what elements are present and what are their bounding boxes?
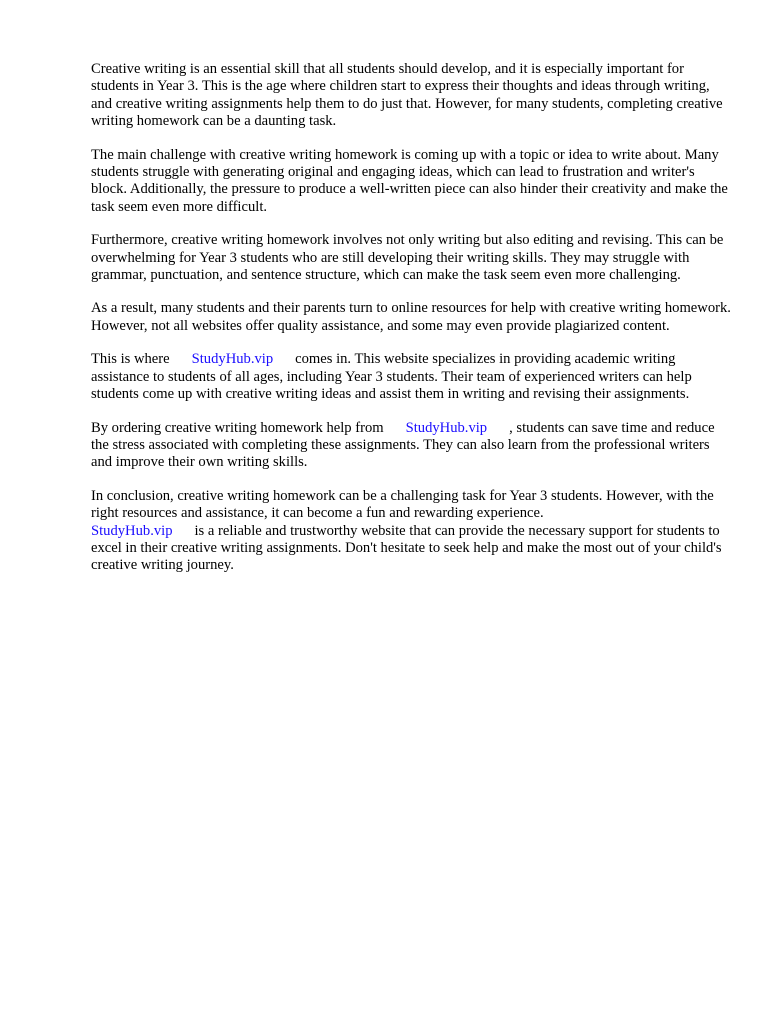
paragraph-text: By ordering creative writing homework help from bbox=[91, 419, 384, 436]
paragraph-challenge: The main challenge with creative writing homework is coming up with a topic or idea to write about. Many students struggle with generating original and engaging ideas, which can lead to frustration and writer's block. Additionally, the pressure to produce a well-written piece can also hinder their creativity and make the task seem even more difficult. bbox=[91, 146, 728, 215]
studyhub-link[interactable]: StudyHub.vip bbox=[191, 351, 274, 368]
paragraph-text: comes in. This website specializes in providing academic writing assistance to students of all ages, including Year 3 students. Their team of experienced writers can help students come up with creative writing ideas and assist them in writing and revising their assignments. bbox=[91, 351, 692, 403]
studyhub-link[interactable]: StudyHub.vip bbox=[405, 419, 488, 436]
paragraph-studyhub-intro bbox=[91, 351, 731, 403]
paragraph-text: In conclusion, creative writing homework can be a challenging task for Year 3 students. However, with the right resources and assistance, it can become a fun and rewarding experience. bbox=[91, 487, 714, 522]
document-body bbox=[91, 61, 731, 591]
paragraph-text: , students can save time and reduce the stress associated with completing these assignments. They can also learn from the professional writers and improve their own writing skills. bbox=[91, 419, 715, 471]
paragraph-ordering bbox=[91, 420, 731, 472]
paragraph-editing: Furthermore, creative writing homework involves not only writing but also editing and revising. This can be overwhelming for Year 3 students who are still developing their writing skills. They may struggle with grammar, punctuation, and sentence structure, which can make the task seem even more challenging. bbox=[91, 232, 724, 284]
paragraph-conclusion bbox=[91, 488, 731, 575]
studyhub-link[interactable]: StudyHub.vip bbox=[91, 522, 173, 539]
paragraph-text: is a reliable and trustworthy website that can provide the necessary support for students to excel in their creative writing assignments. Don't hesitate to seek help and make the most out of your child's creative writing journey. bbox=[91, 522, 722, 574]
paragraph-intro: Creative writing is an essential skill that all students should develop, and it is especially important for students in Year 3. This is the age where children start to express their thoughts and ideas through writing, and creative writing assignments help them to do just that. However, for many students, completing creative writing homework can be a daunting task. bbox=[91, 61, 723, 130]
paragraph-online-resources: As a result, many students and their parents turn to online resources for help with creative writing homework. However, not all websites offer quality assistance, and some may even provide plagiarized content. bbox=[91, 300, 731, 334]
paragraph-text: This is where bbox=[91, 351, 170, 368]
